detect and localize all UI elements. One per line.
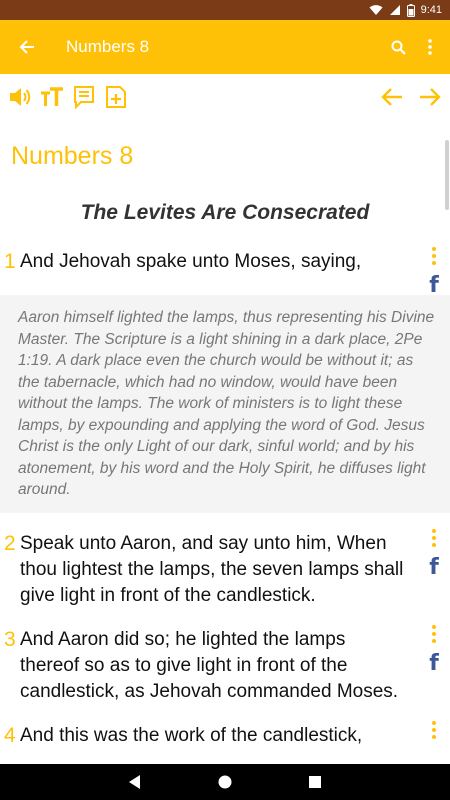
facebook-icon[interactable]: f [429,273,439,298]
nav-recents-icon[interactable] [309,776,321,788]
verse-actions [424,243,444,297]
verse-actions [424,621,444,675]
battery-icon [407,4,415,17]
verse-actions [424,525,444,579]
search-icon [391,40,406,55]
nav-back-icon[interactable] [129,775,141,789]
verse-3[interactable] [0,627,450,705]
chapter-content[interactable] [0,120,450,764]
verse-menu-icon[interactable] [432,717,436,743]
verse-menu-icon[interactable] [432,525,436,551]
back-arrow-icon [19,39,35,55]
verse-number: 4 [4,723,16,747]
wifi-icon [369,4,383,16]
arrow-right-icon [419,87,441,107]
verse-2[interactable] [0,531,450,609]
chapter-heading: Numbers 8 [11,142,134,170]
app-bar [0,20,450,74]
verse-4[interactable] [0,723,450,749]
verse-menu-icon[interactable] [432,621,436,647]
app-bar-title: Numbers 8 [66,37,150,56]
reader-toolbar [0,80,450,114]
comment-button[interactable] [68,81,100,113]
audio-button[interactable] [4,81,36,113]
verse-text: And Aaron did so; he lighted the lamps thereof so as to give light in front of the candlestick, as Jehovah commanded Moses. [20,628,399,702]
scrollbar-thumb[interactable] [445,140,449,210]
status-bar [0,0,450,20]
text-size-icon [40,86,64,108]
signal-icon [389,4,401,16]
verse-number: 2 [4,531,16,555]
verse-text: Speak unto Aaron, and say unto him, When thou lightest the lamps, the seven lamps shall give light in front of the candlestick. [20,532,404,606]
search-button[interactable] [382,20,414,74]
verse-number: 1 [4,250,16,273]
nav-home-icon[interactable] [218,775,232,789]
section-title: The Levites Are Consecrated [80,201,370,224]
back-button[interactable] [0,20,54,74]
volume-icon [8,86,32,108]
verse-text: And this was the work of the candlestick, [20,724,363,746]
add-note-button[interactable] [100,81,132,113]
arrow-left-icon [381,87,403,107]
next-chapter-button[interactable] [414,81,446,113]
comment-icon [72,85,96,109]
verse-1[interactable] [0,249,450,298]
overflow-menu-button[interactable] [414,20,446,74]
more-vert-icon [428,39,432,55]
status-time: 9:41 [420,4,442,16]
facebook-icon[interactable]: f [429,650,439,676]
verse-menu-icon[interactable] [432,243,436,269]
verse-number: 3 [4,627,16,651]
text-size-button[interactable] [36,81,68,113]
system-navigation-bar [0,764,450,800]
add-note-icon [104,85,128,109]
verse-text: And Jehovah spake unto Moses, saying, [20,251,362,272]
commentary-box: Aaron himself lighted the lamps, thus representing his Divine Master. The Scripture is a light shining in a dark place, 2Pe 1:19. A dark place even the church would be without it; as the tabernacle, which had no window, would have been without the lamps. The work of ministers is to light these lamps, by expounding and applying the word of God. Jesus Christ is the only Light of our dark, sinful world; and by his atonement, by his word and the Holy Spirit, he diffuses light around. [0,295,450,513]
verse-actions [424,717,444,743]
facebook-icon[interactable]: f [429,554,439,580]
previous-chapter-button[interactable] [376,81,408,113]
